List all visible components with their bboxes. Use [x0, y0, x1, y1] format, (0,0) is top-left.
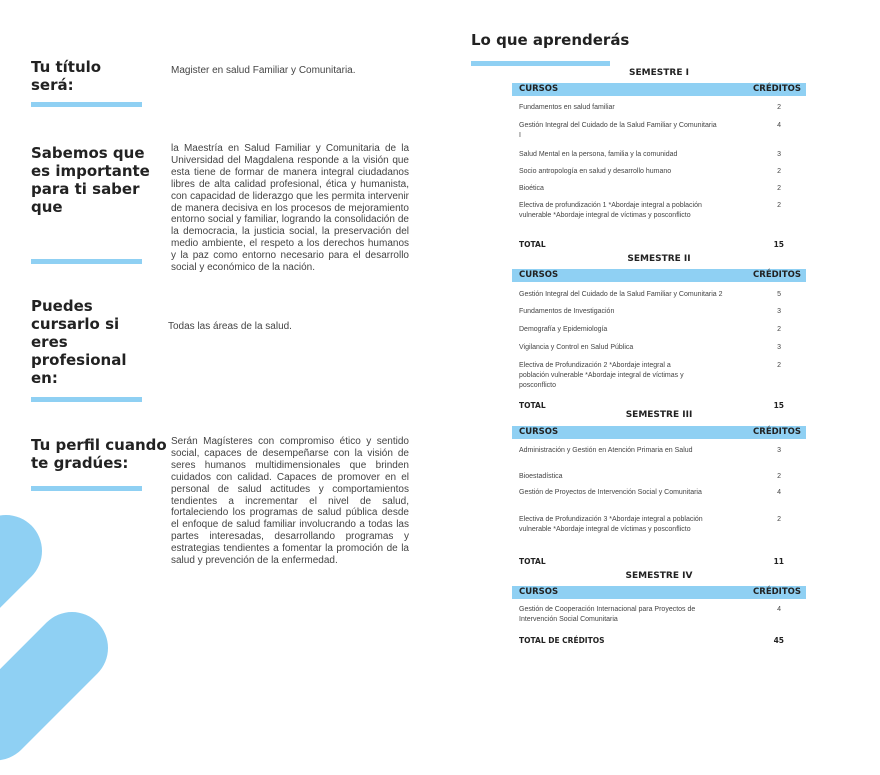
- text-titulo: Magister en salud Familiar y Comunitaria.: [171, 65, 356, 76]
- decorative-shape-inner: [0, 597, 123, 775]
- header-creditos: CRÉDITOS: [753, 427, 801, 437]
- course-credits: 2: [777, 168, 781, 175]
- course-credits: 2: [777, 185, 781, 192]
- course-credits: 4: [777, 122, 781, 129]
- heading-titulo: Tu título será:: [31, 58, 102, 94]
- header-cursos: CURSOS: [519, 587, 559, 597]
- total-label: TOTAL DE CRÉDITOS: [519, 636, 605, 645]
- header-cursos: CURSOS: [519, 270, 559, 280]
- total-label: TOTAL: [519, 401, 546, 410]
- course-name: Gestión Integral del Cuidado de la Salud Familiar y Comunitaria I: [519, 122, 717, 139]
- text-sabemos: la Maestría en Salud Familiar y Comunitaria de la Universidad del Magdalena responde a la visión que esta tiene de formar de manera integral ciudadanos libres de alta calidad profesional, ética y humanista, con capacidad de liderazgo que les permita intervenir de manera decisiva en los procesos de mejoramiento entorno social y familiar, logrando la consolidación de la democracia, la justicia social, la preservación del medio ambiente, el respeto a los derechos humanos y la paz como entorno necesario para el desarrollo social y económico de la nación.: [171, 143, 409, 274]
- total-credits: 45: [773, 636, 784, 645]
- course-name: Electiva de Profundización 2 *Abordaje integral a población vulnerable *Abordaje integral de víctimas y posconflicto: [519, 362, 684, 389]
- total-credits: 15: [773, 240, 784, 249]
- text-puedes: Todas las áreas de la salud.: [168, 321, 292, 332]
- course-name: Socio antropología en salud y desarrollo humano: [519, 168, 672, 175]
- course-row: [519, 150, 806, 160]
- course-name: Bioética: [519, 185, 544, 192]
- table-header: [512, 586, 806, 599]
- course-credits: 4: [777, 606, 781, 613]
- divider-3: [31, 397, 142, 402]
- course-name: Salud Mental en la persona, familia y la comunidad: [519, 151, 678, 158]
- divider-2: [31, 259, 142, 264]
- course-row: [519, 325, 806, 335]
- course-name: Fundamentos en salud familiar: [519, 104, 615, 111]
- course-row: [519, 472, 806, 482]
- course-credits: 2: [777, 326, 781, 333]
- course-row: [519, 343, 806, 353]
- table-header: [512, 269, 806, 282]
- learn-title: Lo que aprenderás: [471, 31, 630, 49]
- course-credits: 2: [777, 362, 781, 369]
- course-name: Gestión Integral del Cuidado de la Salud Familiar y Comunitaria 2: [519, 291, 723, 298]
- header-cursos: CURSOS: [519, 84, 559, 94]
- course-credits: 3: [777, 447, 781, 454]
- course-row: [519, 167, 806, 177]
- total-row: [519, 401, 806, 410]
- table-header: [512, 426, 806, 439]
- course-row: [519, 361, 806, 391]
- course-credits: 2: [777, 516, 781, 523]
- learn-title-underline: [471, 61, 610, 66]
- course-credits: 5: [777, 291, 781, 298]
- course-name: Demografía y Epidemiología: [519, 326, 608, 333]
- course-row: [519, 605, 806, 625]
- course-credits: 2: [777, 202, 781, 209]
- course-name: Gestión de Cooperación Internacional para Proyectos de Intervención Social Comunitaria: [519, 606, 696, 623]
- course-name: Administración y Gestión en Atención Primaria en Salud: [519, 447, 693, 454]
- course-credits: 4: [777, 489, 781, 496]
- course-name: Vigilancia y Control en Salud Pública: [519, 344, 634, 351]
- heading-sabemos: Sabemos que es importante para ti saber que: [31, 144, 150, 216]
- course-row: [519, 488, 806, 498]
- course-name: Gestión de Proyectos de Intervención Social y Comunitaria: [519, 489, 702, 496]
- course-row: [519, 184, 806, 194]
- divider-4: [31, 486, 142, 491]
- total-label: TOTAL: [519, 557, 546, 566]
- header-creditos: CRÉDITOS: [753, 84, 801, 94]
- course-row: [519, 121, 806, 141]
- course-row: [519, 290, 806, 300]
- course-row: [519, 307, 806, 317]
- header-creditos: CRÉDITOS: [753, 270, 801, 280]
- semester-title: SEMESTRE I: [629, 68, 689, 78]
- header-cursos: CURSOS: [519, 427, 559, 437]
- heading-puedes: Puedes cursarlo si eres profesional en:: [31, 297, 127, 387]
- course-credits: 3: [777, 151, 781, 158]
- course-row: [519, 515, 806, 535]
- total-row: [519, 240, 806, 249]
- course-row: [519, 103, 806, 113]
- text-perfil: Serán Magísteres con compromiso ético y sentido social, capaces de desempeñarse con la visión de seres humanos multidimensionales que brinden cuidados con calidad. Capaces de promover en el personal de salud actitudes y comportamientos tendientes a incrementar el nivel de salud, fortaleciendo los programas de salud pública desde el enfoque de salud familiar involucrando a todas las partes interesadas, desarrollando programas y estrategias tendientes a fomentar la promoción de la salud y prevención de la enfermedad.: [171, 436, 409, 567]
- table-header: [512, 83, 806, 96]
- semester-title: SEMESTRE III: [625, 410, 693, 420]
- course-name: Electiva de profundización 1 *Abordaje integral a población vulnerable *Abordaje integral de víctimas y posconflicto: [519, 202, 702, 219]
- course-credits: 3: [777, 308, 781, 315]
- semester-title: SEMESTRE II: [627, 254, 691, 264]
- total-row: [519, 557, 806, 566]
- total-label: TOTAL: [519, 240, 546, 249]
- course-credits: 2: [777, 473, 781, 480]
- course-name: Bioestadística: [519, 473, 563, 480]
- divider-1: [31, 102, 142, 107]
- course-credits: 3: [777, 344, 781, 351]
- course-row: [519, 201, 806, 221]
- header-creditos: CRÉDITOS: [753, 587, 801, 597]
- course-name: Electiva de Profundización 3 *Abordaje integral a población vulnerable *Abordaje integral de víctimas y posconflicto: [519, 516, 703, 533]
- course-row: [519, 446, 806, 456]
- course-credits: 2: [777, 104, 781, 111]
- semester-title: SEMESTRE IV: [625, 571, 693, 581]
- course-name: Fundamentos de Investigación: [519, 308, 615, 315]
- total-credits: 11: [773, 557, 784, 566]
- total-credits: 15: [773, 401, 784, 410]
- total-row: [519, 636, 806, 645]
- heading-perfil: Tu perfil cuando te gradúes:: [31, 436, 167, 472]
